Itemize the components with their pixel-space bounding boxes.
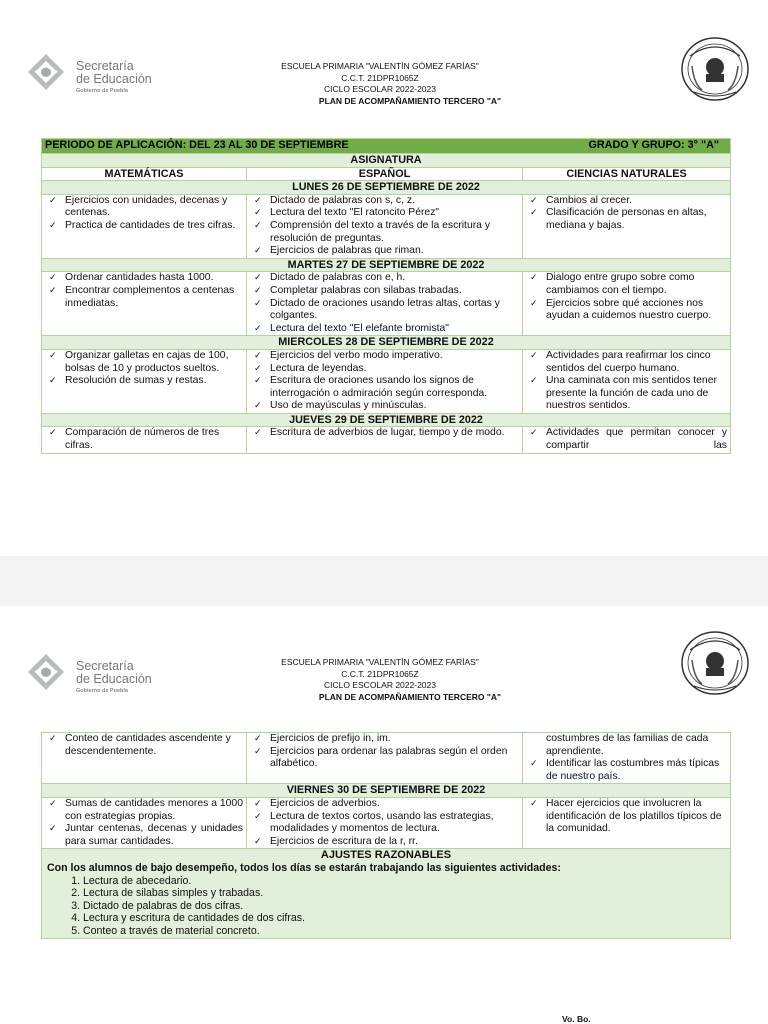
logo-text bbox=[76, 60, 152, 86]
secretaria-logo-icon bbox=[26, 52, 66, 92]
checklist-item: ✓ Organizar galletas en cajas de 100, bolsas de 10 y productos sueltos. bbox=[65, 350, 243, 375]
ajuste-item: 1. Lectura de abecedario. bbox=[83, 875, 727, 888]
continued-row bbox=[42, 733, 731, 784]
ajustes-cell bbox=[42, 849, 731, 938]
viernes-cn-list bbox=[526, 798, 727, 836]
checklist-item: ✓ Conteo de cantidades ascendente y descendentemente. bbox=[65, 733, 243, 758]
day-title: LUNES 26 DE SEPTIEMBRE DE 2022 bbox=[42, 181, 731, 195]
day-cell-mat bbox=[42, 427, 247, 453]
asignatura-row bbox=[42, 154, 731, 168]
school-cct: C.C.T. 21DPR1065Z bbox=[341, 72, 419, 83]
checklist-item: ✓ Uso de mayúsculas y minúsculas. bbox=[270, 400, 519, 413]
day-cell-esp bbox=[247, 427, 523, 453]
checklist-item: ✓ Ejercicios del verbo modo imperativo. bbox=[270, 350, 519, 363]
activity-list bbox=[250, 427, 519, 440]
school-seal-icon bbox=[680, 34, 750, 104]
cont-cn-cell bbox=[523, 733, 731, 784]
day-band bbox=[42, 258, 731, 272]
checklist-item: ✓ Ejercicios para ordenar las palabras según el orden alfabético. bbox=[270, 746, 519, 771]
ajuste-item: 2. Lectura de silabas simples y trabadas. bbox=[83, 887, 727, 900]
activity-list bbox=[45, 195, 243, 233]
checklist-item: ✓ Cambios al crecer. bbox=[546, 195, 727, 208]
viernes-mat-list bbox=[45, 798, 243, 848]
day-row bbox=[42, 349, 731, 413]
logo-text bbox=[76, 660, 152, 686]
vobo-label: Vo. Bo. bbox=[562, 1014, 591, 1024]
activity-list bbox=[250, 350, 519, 413]
day-band bbox=[42, 336, 731, 350]
checklist-item: ✓ Identificar las costumbres más típicas de nuestro país. bbox=[546, 758, 727, 783]
school-cycle: CICLO ESCOLAR 2022-2023 bbox=[324, 680, 436, 690]
logo-line-1: Secretaría bbox=[76, 659, 134, 673]
checklist-item: ✓ Actividades para reafirmar los cinco sentidos del cuerpo humano. bbox=[546, 350, 727, 375]
checklist-item: ✓ Dialogo entre grupo sobre como cambiamos con el tiempo. bbox=[546, 272, 727, 297]
day-title: MARTES 27 DE SEPTIEMBRE DE 2022 bbox=[42, 258, 731, 272]
checklist-item: ✓ Completar palabras con silabas trabadas. bbox=[270, 285, 519, 298]
activity-list bbox=[45, 427, 243, 452]
day-title: VIERNES 30 DE SEPTIEMBRE DE 2022 bbox=[42, 784, 731, 798]
asignatura-label: ASIGNATURA bbox=[42, 154, 731, 168]
cont-mat-list bbox=[45, 733, 243, 758]
activity-list bbox=[250, 195, 519, 258]
checklist-item: ✓ Ejercicios de palabras que riman. bbox=[270, 245, 519, 258]
checklist-item: ✓ Ejercicios de adverbios. bbox=[270, 798, 519, 811]
checklist-item: ✓ Sumas de cantidades menores a 1000 con estrategias propias. bbox=[65, 798, 243, 823]
checklist-item: ✓ Dictado de palabras con e, h. bbox=[270, 272, 519, 285]
checklist-item: ✓ Una caminata con mis sentidos tener presente la función de cada uno de nuestros sentidos. bbox=[546, 375, 727, 413]
checklist-item: ✓ Escritura de oraciones usando los signos de interrogación o admiración según corresponda. bbox=[270, 375, 519, 400]
day-row bbox=[42, 427, 731, 453]
activity-list bbox=[526, 350, 727, 413]
day-band bbox=[42, 181, 731, 195]
logo-line-1: Secretaría bbox=[76, 59, 134, 73]
checklist-item: ✓ Ejercicios de prefijo in, im. bbox=[270, 733, 519, 746]
plan-title: PLAN DE ACOMPAÑAMIENTO TERCERO "A" bbox=[318, 95, 502, 106]
checklist-item: ✓ Encontrar complementos a centenas inmediatas. bbox=[65, 285, 243, 310]
checklist-item: ✓ Lectura del texto "El ratoncito Pérez" bbox=[270, 207, 519, 220]
ajustes-title: AJUSTES RAZONABLES bbox=[320, 849, 452, 862]
checklist-item: ✓ Resolución de sumas y restas. bbox=[65, 375, 243, 388]
day-cell-esp bbox=[247, 349, 523, 413]
school-seal-icon bbox=[680, 628, 750, 698]
school-header bbox=[210, 61, 550, 107]
logo-line-2: de Educación bbox=[76, 672, 152, 686]
day-row bbox=[42, 272, 731, 336]
day-title: MIERCOLES 28 DE SEPTIEMBRE DE 2022 bbox=[42, 336, 731, 350]
period-text: PERIODO DE APLICACIÓN: DEL 23 AL 30 DE SEPTIEMBRE bbox=[45, 139, 349, 151]
logo-subtitle: Gobierno de Puebla bbox=[76, 688, 128, 694]
cont-esp-list bbox=[250, 733, 519, 771]
day-cell-esp bbox=[247, 272, 523, 336]
checklist-item: ✓ Clasificación de personas en altas, mediana y bajas. bbox=[546, 207, 727, 232]
day-cell-mat bbox=[42, 272, 247, 336]
grade-text: GRADO Y GRUPO: 3° "A" bbox=[588, 139, 720, 151]
cont-esp-cell bbox=[247, 733, 523, 784]
checklist-item: ✓ Comparación de números de tres cifras. bbox=[65, 427, 243, 452]
checklist-item: ✓ Juntar centenas, decenas y unidades para sumar cantidades. bbox=[65, 823, 243, 848]
checklist-item: ✓ Actividades que permitan conocer y compartir las bbox=[546, 427, 727, 452]
activity-list bbox=[526, 272, 727, 322]
checklist-item: ✓ Dictado de palabras con s, c, z. bbox=[270, 195, 519, 208]
day-cell-esp bbox=[247, 194, 523, 258]
day-band bbox=[42, 413, 731, 427]
checklist-item: ✓ Comprensión del texto a través de la escritura y resolución de preguntas. bbox=[270, 220, 519, 245]
ajuste-item: 3. Dictado de palabras de dos cifras. bbox=[83, 900, 727, 913]
day-band-viernes bbox=[42, 784, 731, 798]
secretaria-logo-icon bbox=[26, 652, 66, 692]
day-cell-cn bbox=[523, 194, 731, 258]
plan-title: PLAN DE ACOMPAÑAMIENTO TERCERO "A" bbox=[318, 691, 502, 702]
activity-list bbox=[45, 350, 243, 388]
days-body bbox=[42, 181, 731, 453]
ajustes-intro: Con los alumnos de bajo desempeño, todos los días se estarán trabajando las siguientes actividades: bbox=[47, 861, 561, 874]
cont-cn-list bbox=[526, 758, 727, 783]
school-header-2 bbox=[210, 657, 550, 703]
day-cell-cn bbox=[523, 272, 731, 336]
ajuste-item: 5. Conteo a través de material concreto. bbox=[83, 925, 727, 938]
viernes-mat-cell bbox=[42, 797, 247, 848]
activity-list bbox=[45, 272, 243, 310]
secretaria-logo bbox=[26, 48, 166, 98]
day-cell-cn bbox=[523, 349, 731, 413]
activity-list bbox=[526, 427, 727, 452]
checklist-item: ✓ Escritura de adverbios de lugar, tiempo y de modo. bbox=[270, 427, 519, 440]
ajustes-list bbox=[45, 875, 727, 938]
page-2 bbox=[0, 606, 768, 1024]
viernes-cn-cell bbox=[523, 797, 731, 848]
subject-espanol: ESPAÑOL bbox=[247, 167, 523, 181]
subject-matematicas: MATEMÁTICAS bbox=[42, 167, 247, 181]
checklist-item: ✓ Lectura del texto "El elefante bromista" bbox=[270, 323, 519, 336]
activity-list bbox=[250, 272, 519, 335]
viernes-esp-list bbox=[250, 798, 519, 848]
plan-table-1 bbox=[41, 138, 731, 454]
checklist-item: ✓ Dictado de oraciones usando letras altas, cortas y colgantes. bbox=[270, 298, 519, 323]
checklist-item: ✓ Practica de cantidades de tres cifras. bbox=[65, 220, 243, 233]
logo-line-2: de Educación bbox=[76, 72, 152, 86]
logo-subtitle: Gobierno de Puebla bbox=[76, 88, 128, 94]
plan-table-2 bbox=[41, 732, 731, 939]
subjects-row bbox=[42, 167, 731, 181]
activity-list bbox=[526, 195, 727, 233]
checklist-item: ✓ Ordenar cantidades hasta 1000. bbox=[65, 272, 243, 285]
ajuste-item: 4. Lectura y escritura de cantidades de dos cifras. bbox=[83, 912, 727, 925]
ajustes-row bbox=[42, 849, 731, 938]
day-title: JUEVES 29 DE SEPTIEMBRE DE 2022 bbox=[42, 413, 731, 427]
school-name: ESCUELA PRIMARIA "VALENTÍN GÓMEZ FARÍAS" bbox=[281, 657, 479, 667]
school-cct: C.C.T. 21DPR1065Z bbox=[341, 668, 419, 679]
school-name: ESCUELA PRIMARIA "VALENTÍN GÓMEZ FARÍAS" bbox=[281, 61, 479, 71]
school-cycle: CICLO ESCOLAR 2022-2023 bbox=[324, 84, 436, 94]
checklist-item: ✓ Lectura de textos cortos, usando las estrategias, modalidades y momentos de lectura. bbox=[270, 811, 519, 836]
cont-cn-text: costumbres de las familias de cada aprendiente. bbox=[546, 733, 709, 757]
secretaria-logo-2 bbox=[26, 648, 166, 698]
day-cell-mat bbox=[42, 194, 247, 258]
day-cell-mat bbox=[42, 349, 247, 413]
checklist-item: ✓ Hacer ejercicios que involucren la identificación de los platillos típicos de la comunidad. bbox=[546, 798, 727, 836]
checklist-item: ✓ Ejercicios de escritura de la r, rr. bbox=[270, 836, 519, 849]
day-row bbox=[42, 194, 731, 258]
day-cell-cn bbox=[523, 427, 731, 453]
checklist-item: ✓ Lectura de leyendas. bbox=[270, 363, 519, 376]
checklist-item: ✓ Ejercicios con unidades, decenas y centenas. bbox=[65, 195, 243, 220]
checklist-item: ✓ Ejercicios sobre qué acciones nos ayudan a cuidemos nuestro cuerpo. bbox=[546, 298, 727, 323]
day-row-viernes bbox=[42, 797, 731, 848]
cont-mat-cell bbox=[42, 733, 247, 784]
period-row bbox=[42, 139, 731, 154]
viernes-esp-cell bbox=[247, 797, 523, 848]
subject-ciencias: CIENCIAS NATURALES bbox=[523, 167, 731, 181]
